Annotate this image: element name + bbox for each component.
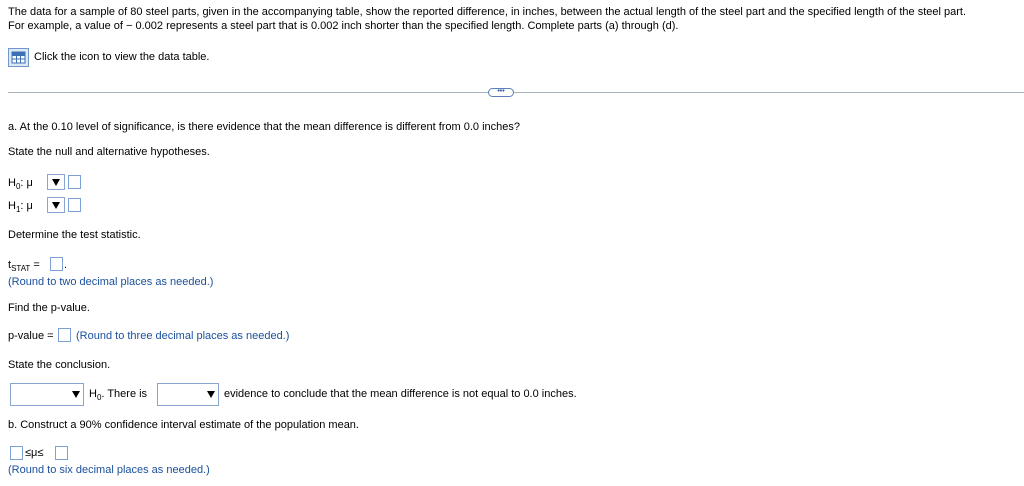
data-table-icon[interactable] bbox=[8, 48, 29, 67]
chevron-down-icon bbox=[52, 179, 60, 186]
chevron-down-icon bbox=[52, 202, 60, 209]
grid-icon bbox=[9, 49, 28, 66]
conclusion-tail: evidence to conclude that the mean difference is not equal to 0.0 inches. bbox=[224, 388, 577, 400]
intro-line-2: For example, a value of − 0.002 represents a steel part that is 0.002 inch shorter than the specified length. Complete parts (a) through (d). bbox=[8, 20, 679, 32]
h1-value-input[interactable] bbox=[68, 198, 81, 212]
round-two-hint: (Round to two decimal places as needed.) bbox=[8, 276, 214, 288]
data-table-link[interactable]: Click the icon to view the data table. bbox=[34, 51, 210, 63]
chevron-down-icon bbox=[207, 391, 215, 398]
hypotheses-prompt: State the null and alternative hypotheses. bbox=[8, 146, 210, 158]
conclusion-h0-label: $H_0$. There is bbox=[89, 388, 148, 402]
round-six-hint: (Round to six decimal places as needed.) bbox=[8, 464, 210, 476]
h1-operator-dropdown[interactable] bbox=[47, 197, 65, 213]
ci-symbols: ≤μ≤ bbox=[25, 447, 44, 459]
round-three-hint: (Round to three decimal places as needed.) bbox=[76, 330, 290, 342]
part-a-question: a. At the 0.10 level of significance, is there evidence that the mean difference is different from 0.0 inches? bbox=[8, 121, 521, 133]
intro-line-1: The data for a sample of 80 steel parts, given in the accompanying table, show the reported difference, in inches, between the actual length of the steel part and the specified length of the steel part. bbox=[8, 6, 967, 18]
test-stat-prompt: Determine the test statistic. bbox=[8, 229, 141, 241]
h0-label: $H_0$: μ bbox=[8, 177, 33, 191]
chevron-down-icon bbox=[72, 391, 80, 398]
reject-decision-dropdown[interactable] bbox=[10, 383, 84, 406]
ci-upper-input[interactable] bbox=[55, 446, 68, 460]
h0-value-input[interactable] bbox=[68, 175, 81, 189]
ci-lower-input[interactable] bbox=[10, 446, 23, 460]
h1-label: $H_1$: μ bbox=[8, 200, 33, 214]
tstat-input[interactable] bbox=[50, 257, 63, 271]
part-b-question: b. Construct a 90% confidence interval estimate of the population mean. bbox=[8, 419, 359, 431]
expand-button[interactable]: ••• bbox=[488, 88, 514, 97]
pvalue-prompt: Find the p-value. bbox=[8, 302, 90, 314]
tstat-label: $t_{STAT}$ = bbox=[8, 259, 40, 273]
pvalue-input[interactable] bbox=[58, 328, 71, 342]
conclusion-prompt: State the conclusion. bbox=[8, 359, 111, 371]
tstat-period: . bbox=[64, 259, 68, 271]
h0-operator-dropdown[interactable] bbox=[47, 174, 65, 190]
pvalue-label: p-value = bbox=[8, 330, 54, 342]
evidence-dropdown[interactable] bbox=[157, 383, 219, 406]
section-divider bbox=[8, 92, 1024, 93]
